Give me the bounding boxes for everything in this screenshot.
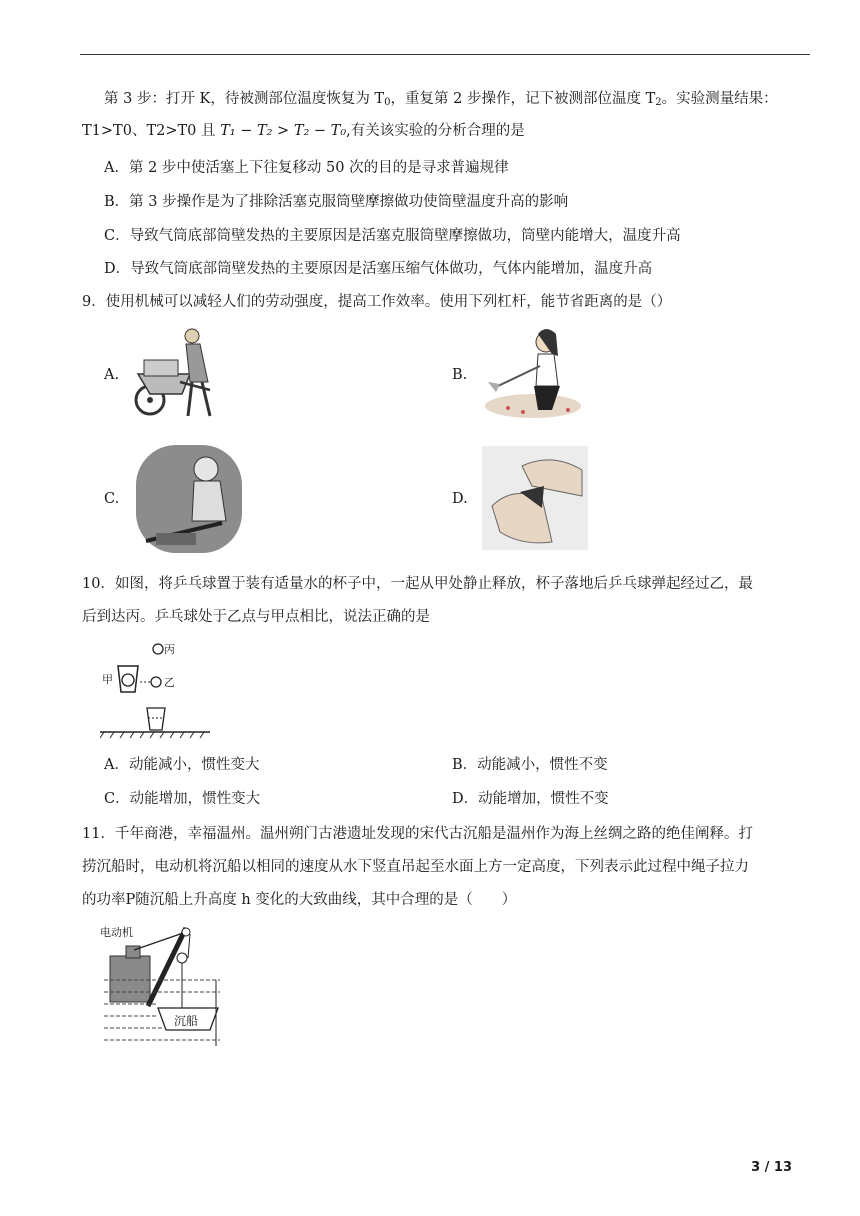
ping-pong-figure [100,640,210,740]
q8-option-b[interactable]: B．第 3 步操作是为了排除活塞克服筒壁摩擦做功使筒壁温度升高的影响 [104,194,569,210]
q9-stem: 9．使用机械可以减轻人们的劳动强度，提高工作效率。使用下列杠杆，能节省距离的是（） [82,294,672,310]
q8-condition-line: T1>T0、T2>T0 且 T₁ − T₂ > T₂ − T₀,有关该实验的分析合理的是 [82,123,525,139]
q10-stem-2: 后到达丙。乒乓球处于乙点与甲点相比，说法正确的是 [82,609,430,625]
q10-option-c[interactable]: C．动能增加，惯性变大 [104,791,261,807]
q8-step3-line: 第 3 步：打开 K，待被测部位温度恢复为 $T_0$，重复第 2 步操作，记下被测部位温度 $T_2$。实验测量结果： [104,91,778,108]
broom-sweeping-image[interactable] [478,326,588,422]
header-rule [80,54,810,55]
label-yi: 乙 [164,676,175,689]
q9-label-c[interactable]: C. [104,491,120,507]
q11-stem-3: 的功率P随沉船上升高度 h 变化的大致曲线，其中合理的是（ ） [82,892,517,908]
nail-clipper-image[interactable] [482,446,588,550]
q10-option-d[interactable]: D．动能增加，惯性不变 [452,791,609,807]
q8-option-d[interactable]: D．导致气筒底部筒壁发热的主要原因是活塞压缩气体做功，气体内能增加，温度升高 [104,261,653,277]
label-jia: 甲 [102,673,113,686]
q9-label-a[interactable]: A. [104,367,120,383]
q10-stem-1: 10．如图，将乒乓球置于装有适量水的杯子中，一起从甲处静止释放，杯子落地后乒乓球弹起经过乙，最 [82,576,753,592]
q8-formula: T₁ − T₂ > T₂ − T₀ [220,123,347,139]
ping-pong-diagram [100,640,210,740]
q8-option-c[interactable]: C．导致气筒底部筒壁发热的主要原因是活塞克服筒壁摩擦做功，筒壁内能增大，温度升高 [104,228,681,244]
page-number: 3 / 13 [751,1160,792,1175]
q8-option-a[interactable]: A．第 2 步中使活塞上下往复移动 50 次的目的是寻求普遍规律 [104,160,509,176]
q10-option-b[interactable]: B．动能减小，惯性不变 [452,757,608,773]
q9-label-d[interactable]: D. [452,491,468,507]
wheelbarrow-image[interactable] [130,322,230,422]
q11-stem-1: 11．千年商港，幸福温州。温州朔门古港遗址发现的宋代古沉船是温州作为海上丝绸之路的绝佳阐释。打 [82,826,753,842]
q9-label-b[interactable]: B. [452,367,468,383]
label-bing: 丙 [164,643,175,656]
crowbar-image[interactable] [136,445,242,553]
label-ship: 沉船 [174,1014,199,1028]
q10-option-a[interactable]: A．动能减小，惯性变大 [104,757,260,773]
label-motor: 电动机 [100,926,133,939]
salvage-figure [100,920,224,1046]
q11-stem-2: 捞沉船时，电动机将沉船以相同的速度从水下竖直吊起至水面上方一定高度，下列表示此过程中绳子拉力 [82,859,749,875]
